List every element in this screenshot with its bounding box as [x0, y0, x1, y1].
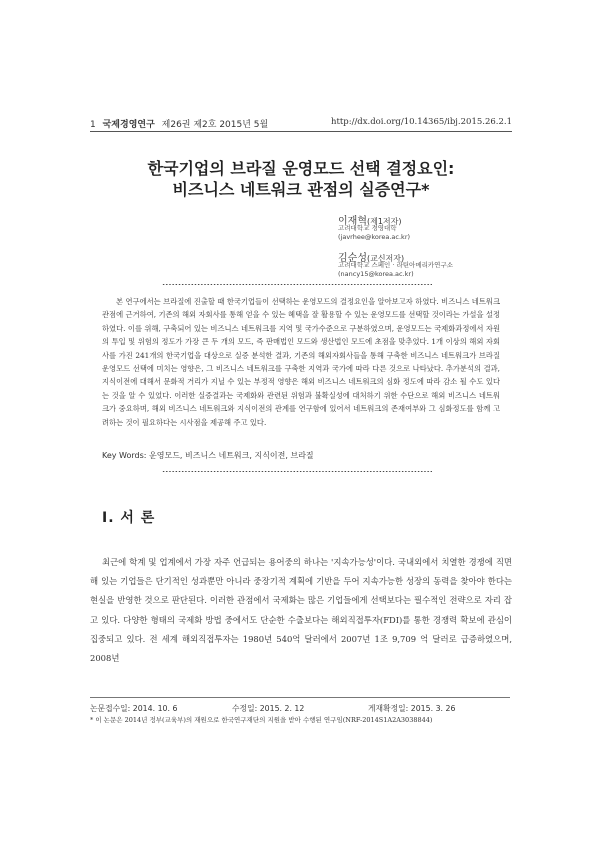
- title-line-1: 한국기업의 브라질 운영모드 선택 결정요인:: [147, 159, 455, 178]
- section-heading: Ⅰ. 서 론: [102, 510, 156, 526]
- issue-info: 제26권 제2호 2015년 5월: [161, 120, 269, 130]
- revised-date: 수정일: 2015. 2. 12: [232, 704, 305, 713]
- funding-footnote: * 이 논문은 2014년 정부(교육부)의 재원으로 한국연구재단의 지원을 받아 수행된 연구임(NRF-2014S1A2A3038844): [90, 716, 433, 724]
- body-paragraph: 최근에 학계 및 업계에서 가장 자주 언급되는 용어중의 하나는 '지속가능성'이다. 국내외에서 치열한 경쟁에 직면해 있는 기업들은 단기적인 성과뿐만 아니라 중장기적 계획에 기반을 두어 지속가능한 성장의 동력을 찾아야 한다는 현실을 반영한 것으로 판단된다. 이러한 관점에서 국제화는 많은 기업들에게 선택보다는 필수적인 전략으로 자리 잡고 있다. 다양한 형태의 국제화 방법 중에서도 단순한 수출보다는 해외직접투자(FDI)를 통한 경쟁력 확보에 관심이 집중되고 있다. 전 세계 해외직접투자는 1980년 540억 달러에서 2007년 1조 9,709 억 달러로 급증하였으며, 2008년: [90, 557, 512, 664]
- author-role: (교신저자): [366, 254, 405, 263]
- author-email: (javrhee@korea.ac.kr): [338, 233, 411, 241]
- header-rule: [90, 131, 512, 132]
- doi-link[interactable]: http://dx.doi.org/10.14365/ibj.2015.26.2.1: [330, 117, 512, 127]
- footnote-rule: [90, 697, 510, 698]
- title-line-2: 비즈니스 네트워크 관점의 실증연구*: [172, 180, 430, 199]
- running-header: [90, 117, 268, 130]
- author-role: (제1저자): [366, 217, 402, 226]
- corresponding-author-affiliation: [338, 261, 453, 279]
- abstract-top-divider: [162, 284, 432, 285]
- paper-title: [90, 158, 512, 200]
- abstract: 본 연구에서는 브라질에 진출할 때 한국기업들이 선택하는 운영모드의 결정요인을 알아보고자 하였다. 비즈니스 네트워크 관점에 근거하여, 기존의 해외 자회사를 통해 얻을 수 있는 혜택을 잘 활용할 수 있는 운영모드를 선택할 것이라는 가설을 설정하였다. 이를 위해, 구축되어 있는 비즈니스 네트워크를 지역 및 국가수준으로 구분하였으며, 운영모드는 국제화과정에서 자원의 투입 및 위험의 정도가 가장 큰 두 개의 모드, 즉 판매법인 모드와 생산법인 모드에 초점을 맞추었다. 1개 이상의 해외 자회사를 가진 241개의 한국기업을 대상으로 실증 분석한 결과, 기존의 해외자회사들을 통해 구축한 비즈니스 네트워크가 브라질 운영모드 선택에 미치는 영향은, 그 비즈니스 네트워크를 구축한 지역과 국가에 따라 다른 것으로 나타났다. 추가분석의 결과, 지식이전에 대해서 문화적 거리가 지닐 수 있는 부정적 영향은 해외 비즈니스 네트워크의 심화 정도에 따라 감소 될 수도 있다는 것을 알 수 있었다. 이러한 실증결과는 국제화와 관련된 위험과 불확실성에 대처하기 위한 수단으로 해외 비즈니스 네트워크가 중요하며, 해외 비즈니스 네트워크와 지식이전의 관계를 연구함에 있어서 네트워크의 존재여부와 그 심화정도를 함께 고려하는 것이 필요하다는 시사점을 제공해 주고 있다.: [102, 297, 500, 427]
- journal-name: 국제경영연구: [102, 120, 155, 130]
- accepted-date: 게재확정일: 2015. 3. 26: [368, 704, 456, 713]
- author-email: (nancy15@korea.ac.kr): [338, 270, 414, 278]
- author-affiliation: 고려대학교 경영대학: [338, 224, 397, 232]
- first-author-affiliation: [338, 224, 410, 242]
- abstract-bottom-divider: [162, 471, 432, 472]
- keywords: Key Words: 운영모드, 비즈니스 네트워크, 지식이전, 브라질: [102, 451, 314, 460]
- author-name: 김순성: [338, 253, 367, 264]
- author-name: 이재혁: [338, 216, 367, 227]
- received-date: 논문접수일: 2014. 10. 6: [90, 704, 178, 713]
- author-affiliation: 고려대학교 스페인 · 라틴아메리카연구소: [338, 261, 454, 269]
- page-number: 1: [90, 120, 96, 130]
